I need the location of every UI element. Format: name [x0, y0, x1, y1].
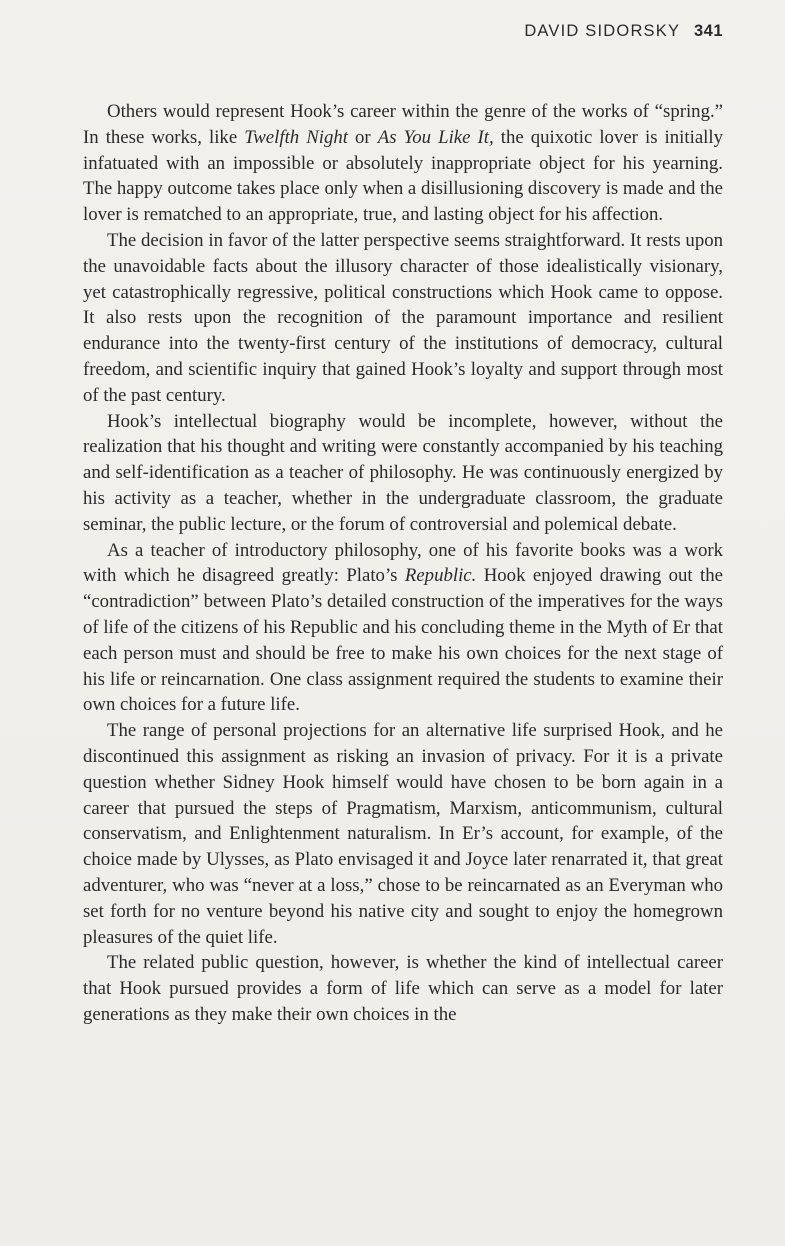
italic-text: Twelfth Night — [244, 126, 348, 148]
text-run: The range of personal projections for an alternative life surprised Hook, and he discontinued this assignment as risking an invasion of privacy. For it is a private question whether Sidney Hook himself would have chosen to be born again in a career that pursued the steps of Pragmatism, Marxism, anticommunism, cultural conservatism, and Enlightenment naturalism. In Er’s account, for example, of the choice made by Ulysses, as Plato envisaged it and Joyce later renarrated it, that great adventurer, who was “never at a loss,” chose to be reincarnated as an Everyman who set forth for no venture beyond his native city and sought to enjoy the homegrown pleasures of the quiet life. — [83, 720, 723, 948]
text-run: Hook enjoyed drawing out the “contradiction” between Plato’s detailed construction of the imperatives for the ways of life of the citizens of his Republic and his concluding theme in the Myth of Er that each person must and should be free to make his own choices for the next stage of his life or reincarnation. One class assignment required the students to examine their own choices for a future life. — [83, 565, 723, 716]
text-run: The related public question, however, is whether the kind of intellectual career that Hook pursued provides a form of life which can serve as a model for later generations as they make their own choices in the — [83, 952, 723, 1025]
italic-text: As You Like It, — [377, 126, 494, 148]
paragraph — [83, 538, 723, 719]
text-run: Hook’s intellectual biography would be incomplete, however, without the realization that his thought and writing were constantly accompanied by his teaching and self-identification as a teacher of philosophy. He was continuously energized by his activity as a teacher, whether in the undergraduate classroom, the graduate seminar, the public lecture, or the forum of controversial and polemical debate. — [83, 410, 723, 535]
body-text — [83, 99, 723, 1028]
page-number: 341 — [693, 22, 723, 40]
text-run: As a teacher of introductory philosophy, one of his favorite books was a work with which he disagreed greatly: Plato’s — [83, 539, 723, 587]
italic-text: Republic. — [404, 565, 477, 587]
running-head-author: DAVID SIDORSKY — [524, 22, 681, 40]
paragraph — [83, 718, 723, 950]
paragraph — [83, 99, 723, 228]
text-run: The decision in favor of the latter perspective seems straightforward. It rests upon the unavoidable facts about the illusory character of those idealistically visionary, yet catastrophically regressive, political constructions which Hook came to oppose. It also rests upon the recognition of the paramount importance and resilient endurance into the twenty-first century of the institutions of democracy, cultural freedom, and scientific inquiry that gained Hook’s loyalty and support through most of the past century. — [83, 229, 723, 406]
text-run: Others would represent Hook’s career within the genre of the works of “spring.” In these works, like — [83, 101, 723, 148]
text-run: or — [347, 126, 378, 148]
running-head — [524, 22, 723, 41]
paragraph — [83, 409, 723, 538]
paragraph — [83, 950, 723, 1027]
text-run: the quixotic lover is initially infatuated with an impossible or absolutely inappropriate object for his yearning. The happy outcome takes place only when a disillusioning discovery is made and the lover is rematched to an appropriate, true, and lasting object for his affection. — [83, 126, 723, 226]
paragraph — [83, 228, 723, 409]
